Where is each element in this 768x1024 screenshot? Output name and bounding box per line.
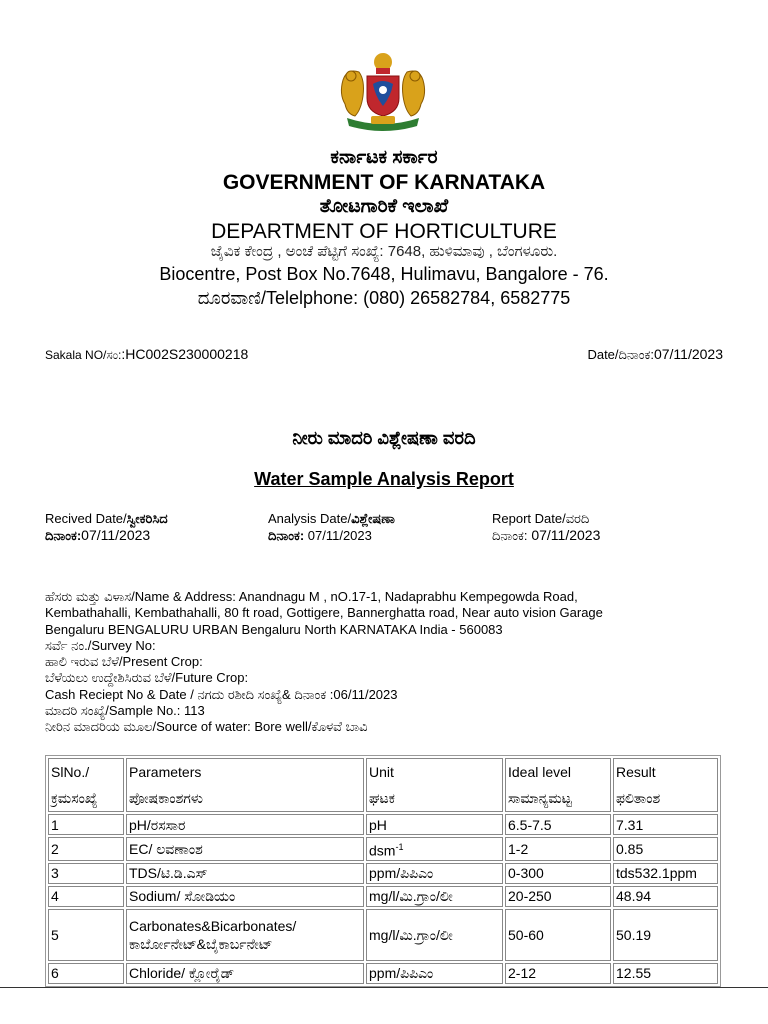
department-title: DEPARTMENT OF HORTICULTURE bbox=[211, 220, 557, 243]
date-label: Date/ದಿನಾಂಕ: bbox=[587, 347, 654, 362]
table-row bbox=[48, 837, 718, 861]
analysis-label-2: ದಿನಾಂಕ: bbox=[268, 528, 305, 543]
cell-slno: 2 bbox=[48, 837, 124, 861]
cell-unit: mg/l/ಮಿ.ಗ್ರಾಂ/ಲೀ bbox=[366, 909, 503, 961]
cell-ideal: 6.5-7.5 bbox=[505, 814, 611, 835]
received-date-block bbox=[45, 510, 168, 544]
kannada-address: ಜೈವಿಕ ಕೇಂದ್ರ , ಅಂಚೆ ಪೆಟ್ಟಿಗೆ ಸಂಖ್ಯೆ: 7648, ಹುಳಿಮಾವು , ಬೆಂಗಳೂರು. bbox=[210, 243, 558, 260]
karnataka-emblem-icon bbox=[333, 50, 433, 136]
cell-unit: mg/l/ಮಿ.ಗ್ರಾಂ/ಲೀ bbox=[366, 886, 503, 907]
cell-ideal: 1-2 bbox=[505, 837, 611, 861]
cell-ideal: 2-12 bbox=[505, 963, 611, 984]
present-crop: ಹಾಲಿ ಇರುವ ಬೆಳೆ/Present Crop: bbox=[45, 654, 203, 670]
report-date bbox=[587, 346, 723, 363]
cash-receipt: Cash Reciept No & Date / ನಗದು ರಶೀದಿ ಸಂಖ್ಯೆ& ದಿನಾಂಕ :06/11/2023 bbox=[45, 686, 398, 702]
cell-unit: dsm$^{-1}$ bbox=[366, 837, 503, 861]
sakala-value: :HC002S230000218 bbox=[121, 346, 249, 362]
cell-slno: 1 bbox=[48, 814, 124, 835]
cell-ideal: 50-60 bbox=[505, 909, 611, 961]
header-slno: SlNo./ ಕ್ರಮಸಂಖ್ಯೆ bbox=[48, 758, 124, 812]
kannada-report-title: ನೀರು ಮಾದರಿ ವಿಶ್ಲೇಷಣಾ ವರದಿ bbox=[292, 428, 476, 448]
analysis-label-kn: ವಿಶ್ಲೇಷಣಾ bbox=[351, 511, 395, 526]
page-bottom-divider bbox=[0, 987, 768, 988]
cell-parameter: TDS/ಟಿ.ಡಿ.ಎಸ್ bbox=[126, 863, 364, 884]
cell-unit: pH bbox=[366, 814, 503, 835]
cell-ideal: 0-300 bbox=[505, 863, 611, 884]
future-crop: ಬೆಳೆಯಲು ಉದ್ದೇಶಿಸಿರುವ ಬೆಳೆ/Future Crop: bbox=[45, 670, 249, 686]
results-table bbox=[45, 755, 721, 987]
report-date-value: 07/11/2023 bbox=[527, 527, 601, 543]
header-unit: Unit ಘಟಕ bbox=[366, 758, 503, 812]
cell-parameter: pH/ರಸಸಾರ bbox=[126, 814, 364, 835]
sakala-number bbox=[45, 346, 248, 363]
report-label: Report Date/ವರದಿ bbox=[492, 511, 590, 526]
cell-result: tds532.1ppm bbox=[613, 863, 718, 884]
cell-slno: 4 bbox=[48, 886, 124, 907]
cell-parameter: Carbonates&Bicarbonates/ ಕಾರ್ಬೋನೇಟ್&ಬೈಕಾರ್ಬನೇಟ್ bbox=[126, 909, 364, 961]
cell-result: 12.55 bbox=[613, 963, 718, 984]
cell-ideal: 20-250 bbox=[505, 886, 611, 907]
name-address-line-1: ಹೆಸರು ಮತ್ತು ವಿಳಾಸ/Name & Address: Anandnagu M , nO.17-1, Nadaprabhu Kempegowda Road, bbox=[45, 589, 578, 604]
address: Biocentre, Post Box No.7648, Hulimavu, Bangalore - 76. bbox=[159, 264, 609, 284]
received-label-2: ದಿನಾಂಕ: bbox=[45, 528, 82, 543]
report-title: Water Sample Analysis Report bbox=[254, 469, 514, 489]
cell-parameter: Chloride/ ಕ್ಲೋರೈಡ್ bbox=[126, 963, 364, 984]
sample-info bbox=[45, 589, 735, 736]
name-address-line-3: Bengaluru BENGALURU URBAN Bengaluru North KARNATAKA India - 560083 bbox=[45, 621, 503, 637]
analysis-label: Analysis Date/ bbox=[268, 511, 352, 526]
cell-parameter: Sodium/ ಸೋಡಿಯಂ bbox=[126, 886, 364, 907]
date-value: 07/11/2023 bbox=[653, 346, 723, 362]
received-date-value: 07/11/2023 bbox=[81, 527, 151, 543]
table-row bbox=[48, 963, 718, 984]
sample-number: ಮಾದರಿ ಸಂಖ್ಯೆ/Sample No.: 113 bbox=[45, 703, 205, 719]
table-row bbox=[48, 909, 718, 961]
received-label: Recived Date/ bbox=[45, 511, 127, 526]
cell-result: 0.85 bbox=[613, 837, 718, 861]
water-source: ನೀರಿನ ಮಾದರಿಯ ಮೂಲ/Source of water: Bore well/ಕೊಳವೆ ಬಾವಿ bbox=[45, 719, 368, 735]
header-ideal-level: Ideal level ಸಾಮಾನ್ಯಮಟ್ಟ bbox=[505, 758, 611, 812]
name-address-line-2: Kembathahalli, Kembathahalli, 80 ft road, Gottigere, Bannerghatta road, Near auto vision Garage bbox=[45, 605, 603, 621]
cell-slno: 6 bbox=[48, 963, 124, 984]
government-title: GOVERNMENT OF KARNATAKA bbox=[222, 171, 546, 194]
report-date-block bbox=[492, 510, 600, 544]
header-parameters: Parameters ಪೋಷಕಾಂಶಗಳು bbox=[126, 758, 364, 812]
header-result: Result ಫಲಿತಾಂಶ bbox=[613, 758, 718, 812]
telephone: ದೂರವಾಣಿ/Telelphone: (080) 26582784, 6582775 bbox=[197, 288, 571, 308]
cell-unit: ppm/ಪಿಪಿಎಂ bbox=[366, 963, 503, 984]
cell-result: 7.31 bbox=[613, 814, 718, 835]
cell-slno: 5 bbox=[48, 909, 124, 961]
kannada-government-title: ಕರ್ನಾಟಕ ಸರ್ಕಾರ bbox=[330, 147, 438, 168]
cell-parameter: EC/ ಲವಣಾಂಶ bbox=[126, 837, 364, 861]
kannada-department-title: ತೋಟಗಾರಿಕೆ ಇಲಾಖೆ bbox=[319, 196, 449, 217]
sakala-label: Sakala NO/ಸಂ: bbox=[45, 348, 122, 362]
cell-result: 48.94 bbox=[613, 886, 718, 907]
table-row bbox=[48, 886, 718, 907]
table-header-row bbox=[48, 758, 718, 812]
table-row bbox=[48, 814, 718, 835]
received-label-kn: ಸ್ವೀಕರಿಸಿದ bbox=[126, 511, 168, 526]
table-row bbox=[48, 863, 718, 884]
cell-result: 50.19 bbox=[613, 909, 718, 961]
analysis-date-block bbox=[268, 510, 395, 544]
cell-unit: ppm/ಪಿಪಿಎಂ bbox=[366, 863, 503, 884]
cell-slno: 3 bbox=[48, 863, 124, 884]
analysis-date-value: 07/11/2023 bbox=[304, 528, 372, 543]
survey-number: ಸರ್ವೆ ನಂ./Survey No: bbox=[45, 637, 156, 653]
report-label-2: ದಿನಾಂಕ: bbox=[492, 528, 528, 543]
